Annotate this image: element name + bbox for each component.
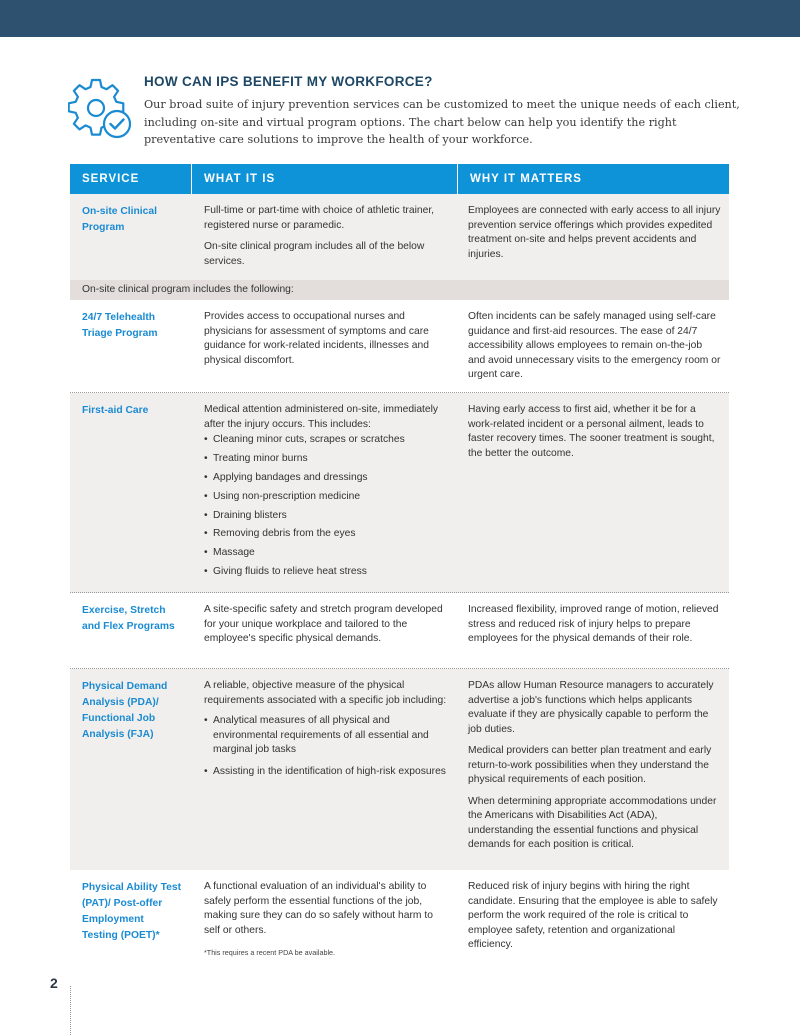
list-item: • Using non-prescription medicine xyxy=(204,490,450,505)
what-cell xyxy=(192,300,458,392)
why-text: Increased flexibility, improved range of motion, relieved stress and reduced risk of injury helps to prepare employees for the physical demands of their role. xyxy=(468,604,719,644)
why-cell xyxy=(458,870,729,970)
dotted-divider xyxy=(70,986,72,1035)
bullet-list xyxy=(204,433,450,580)
what-text: A functional evaluation of an individual's ability to safely perform the essential functions of the job, making sure they can do so safely without harm to self or others. xyxy=(204,881,433,936)
column-header-service: SERVICE xyxy=(70,164,192,194)
service-name: Physical Demand Analysis (PDA)/ Functional Job Analysis (FJA) xyxy=(82,681,168,740)
table-row xyxy=(70,300,729,393)
service-name: Physical Ability Test (PAT)/ Post-offer Employment Testing (POET)* xyxy=(82,882,181,941)
what-cell xyxy=(192,194,458,280)
why-cell xyxy=(458,669,729,870)
table-row xyxy=(70,194,729,280)
what-text: Medical attention administered on-site, immediately after the injury occurs. This includes: xyxy=(204,404,439,430)
list-item: • Giving fluids to relieve heat stress xyxy=(204,565,450,580)
list-item: • Analytical measures of all physical and environmental requirements of all essential and marginal job tasks xyxy=(204,714,450,758)
page-title: HOW CAN IPS BENEFIT MY WORKFORCE? xyxy=(144,74,433,89)
why-cell xyxy=(458,194,729,280)
table-row xyxy=(70,593,729,669)
what-text: A site-specific safety and stretch program developed for your unique workplace and tailored to the employee's specific physical demands. xyxy=(204,604,443,644)
service-name: 24/7 Telehealth Triage Program xyxy=(82,312,158,339)
top-color-band xyxy=(0,0,800,37)
what-cell xyxy=(192,393,458,592)
what-text: Provides access to occupational nurses and physicians for assessment of symptoms and care guidance for work-related incidents, illnesses and physical discomfort. xyxy=(204,311,429,366)
what-cell xyxy=(192,669,458,870)
column-header-what: WHAT IT IS xyxy=(192,164,458,194)
gear-check-icon xyxy=(68,78,134,140)
what-cell xyxy=(192,593,458,668)
list-item: • Removing debris from the eyes xyxy=(204,527,450,542)
bullet-list xyxy=(204,714,450,779)
table-header-row xyxy=(70,164,729,194)
services-table xyxy=(70,164,729,970)
intro-paragraph: Our broad suite of injury prevention services can be customized to meet the unique needs of each client, including on-site and virtual program options. The chart below can help you identify the right preventative care solutions to improve the health of your workforce. xyxy=(144,98,740,146)
why-cell xyxy=(458,300,729,392)
service-name: On-site Clinical Program xyxy=(82,206,157,233)
why-text: PDAs allow Human Resource managers to accurately advertise a job's functions which helps applicants evaluate if they are physically capable to perform the job duties. xyxy=(468,680,714,735)
list-item: • Treating minor burns xyxy=(204,452,450,467)
list-item: • Draining blisters xyxy=(204,509,450,524)
what-text: Full-time or part-time with choice of athletic trainer, registered nurse or paramedic. xyxy=(204,205,435,231)
list-item: • Massage xyxy=(204,546,450,561)
list-item: • Applying bandages and dressings xyxy=(204,471,450,486)
list-item: • Cleaning minor cuts, scrapes or scratches xyxy=(204,433,450,448)
table-row xyxy=(70,870,729,970)
why-text: Employees are connected with early access to all injury prevention service offerings which provides expedited treatment on-site and helps prevent accidents and injuries. xyxy=(468,205,721,260)
why-text: Reduced risk of injury begins with hiring the right candidate. Ensuring that the employee is able to safely perform the work required of the role is critical to employee safety, retention and organizational efficiency. xyxy=(468,881,718,950)
what-text: A reliable, objective measure of the physical requirements associated with a specific job including: xyxy=(204,680,447,706)
why-text: Often incidents can be safely managed using self-care guidance and first-aid resources. The ease of 24/7 accessibility allows employees to remain on-the-job and avoid unnecessary visits to the emergency room or urgent care. xyxy=(468,311,721,380)
column-header-why: WHY IT MATTERS xyxy=(470,173,582,185)
list-item: • Assisting in the identification of high-risk exposures xyxy=(204,765,450,780)
table-row xyxy=(70,669,729,870)
footnote: *This requires a recent PDA be available. xyxy=(204,948,336,957)
service-name: Exercise, Stretch and Flex Programs xyxy=(82,605,175,632)
page-header xyxy=(144,74,744,149)
why-text: When determining appropriate accommodations under the Americans with Disabilities Act (ADA), understanding the essential functions and physical demands for each position is critical. xyxy=(468,795,717,850)
what-cell xyxy=(192,870,458,970)
table-row xyxy=(70,393,729,593)
service-name: First-aid Care xyxy=(82,405,149,416)
what-text: On-site clinical program includes all of the below services. xyxy=(204,241,425,267)
why-cell xyxy=(458,393,729,592)
table-subheading: On-site clinical program includes the following: xyxy=(70,280,729,300)
why-cell xyxy=(458,593,729,668)
why-text: Medical providers can better plan treatment and early return-to-work possibilities when they understand the physical requirements of each position. xyxy=(468,745,712,785)
page-number: 2 xyxy=(50,975,58,991)
why-text: Having early access to first aid, whether it be for a work-related incident or a personal ailment, leads to faster recovery times. The sooner treatment is sought, the better the outcome. xyxy=(468,404,715,459)
